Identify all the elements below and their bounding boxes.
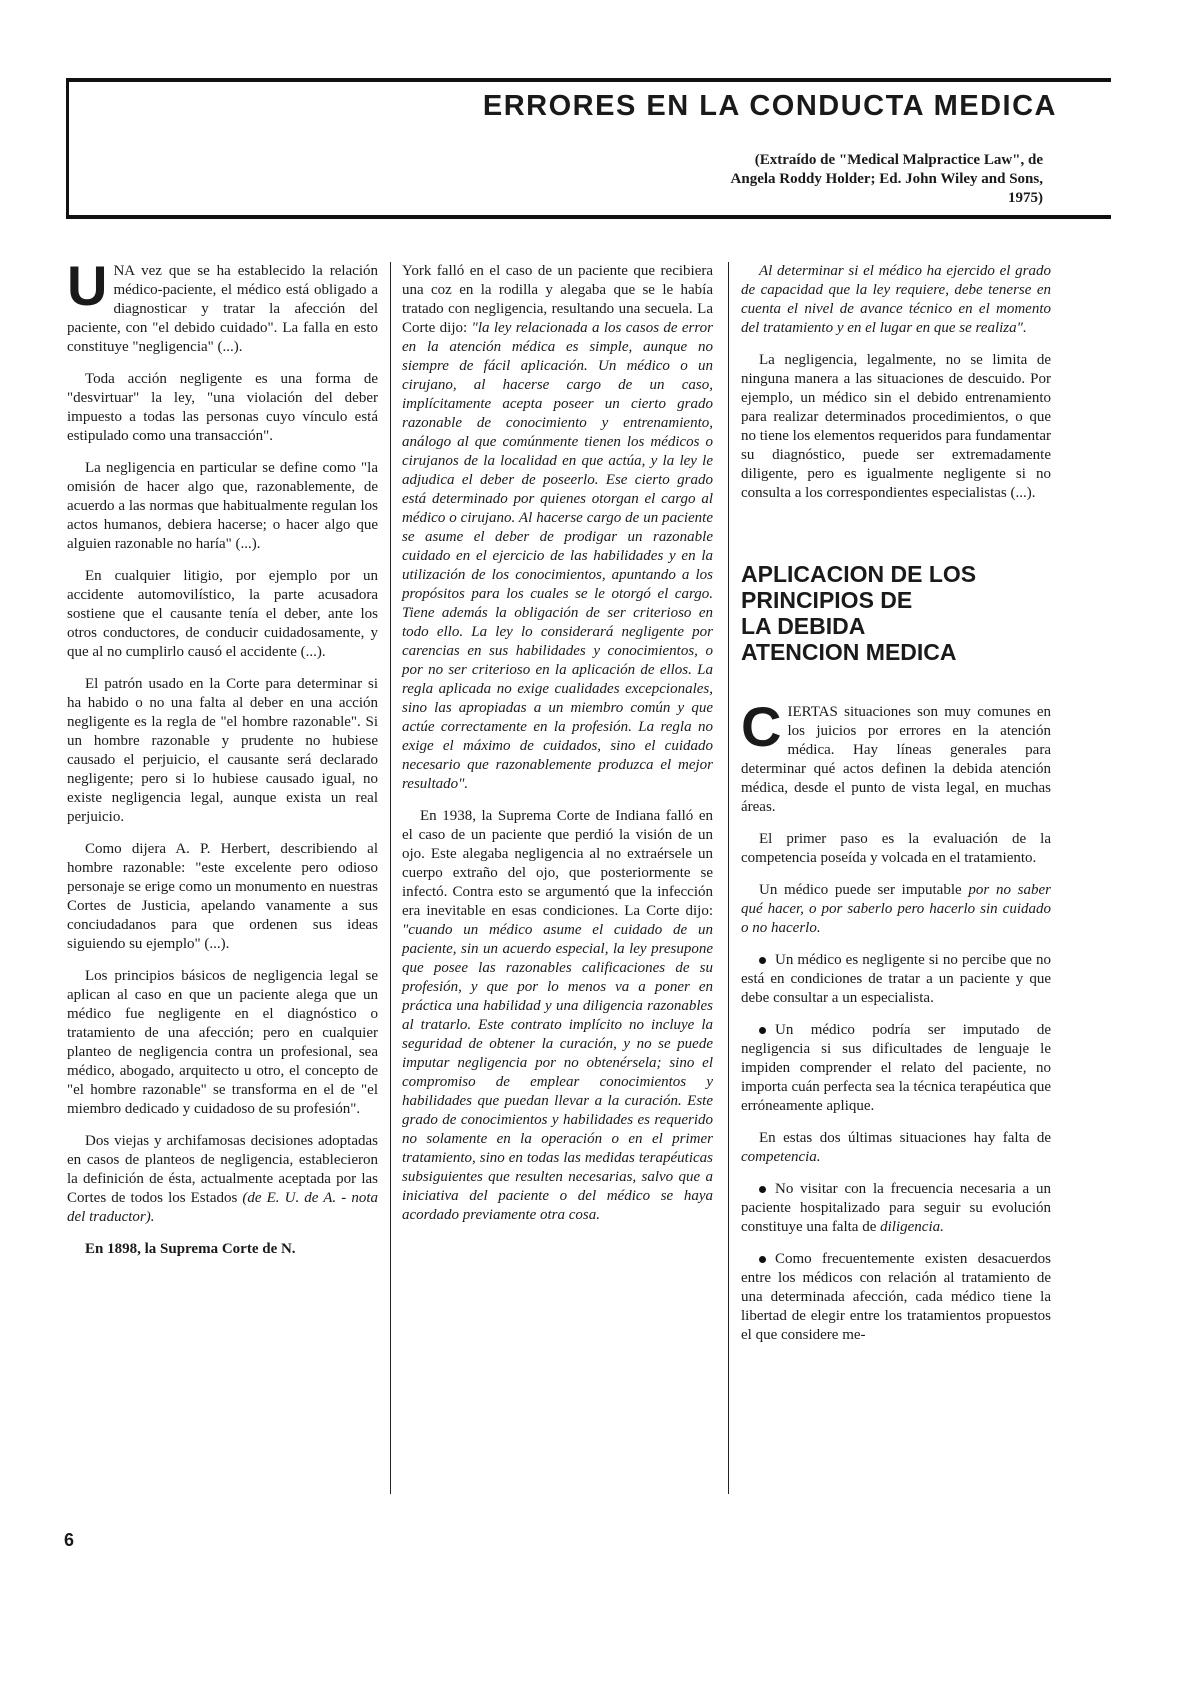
bullet-text: Un médico es negligente si no percibe que no está en condiciones de tratar a un paciente y que debe consultar a un especialista. [741, 952, 1051, 1006]
court-quote: "cuando un médico asume el cuidado de un paciente, sin un acuerdo especial, la ley presupone que posee las razonables calificaciones de su profesión, y que por lo menos va a poner en práctica una habilidad y una diligencia razonables al tratarlo. Este contrato implícito no incluye la seguridad de obtener la curación, y no se puede imputar negligencia por no obtenérsela; sino el compromiso de emplear conocimientos y habilidades que puedan llevar a la curación. Este grado de conocimientos y habilidades es requerido no solamente en la operación o en el primer tratamiento, sino en todas las medidas terapéuticas subsiguientes que resulten necesarias, salvo que a iniciativa del paciente o del médico se haya acordado previamente otra cosa. [402, 922, 713, 1223]
header-left-rule [66, 78, 69, 219]
header-top-rule [66, 78, 1111, 82]
paragraph-text: York falló en el caso de un paciente que recibiera una coz en la rodilla y alegaba que se le había tratado con negligencia, resultando una secuela. La Corte dijo: [402, 263, 713, 336]
article-source: (Extraído de "Medical Malpractice Law", de Angela Roddy Holder; Ed. John Wiley and Sons, 1975) [730, 152, 1043, 206]
paragraph: El patrón usado en la Corte para determinar si ha habido o no una falta al deber en una acción negligente es la regla de "el hombre razonable". Si un hombre razonable y prudente no hubiese causado el perjuicio, el causante será declarado negligente; pero si lo hubiese causado igual, no existe negligencia legal, aunque exista un real perjuicio. [67, 676, 378, 825]
paragraph-text: Dos viejas y archifamosas decisiones adoptadas en casos de planteos de negligencia, establecieron la definición de ésta, actualmente aceptada por las Cortes de todos los Estados [67, 1133, 378, 1206]
paragraph: En 1898, la Suprema Corte de N. [85, 1241, 296, 1257]
bullet-item [741, 1180, 1051, 1237]
bullet-icon [759, 1186, 766, 1193]
paragraph [402, 807, 713, 1225]
page-number: 6 [64, 1530, 75, 1550]
bullet-item [741, 951, 1051, 1008]
section-heading-line: APLICACION DE LOS [741, 561, 977, 587]
paragraph: La negligencia, legalmente, no se limita de ninguna manera a las situaciones de descuido. Por ejemplo, un médico sin el debido entrenamiento para realizar determinados procedimientos, o que no tiene los elementos requeridos para fundamentar su diagnóstico, puede ser extremadamente diligente, pero es igualmente negligente si no consulta a los correspondientes especialistas (...). [741, 352, 1051, 501]
column-2 [402, 262, 713, 1238]
paragraph [402, 262, 713, 794]
emphasis-text: competencia. [741, 1149, 821, 1165]
paragraph: Toda acción negligente es una forma de "desvirtuar" la ley, "una violación del deber impuesto a todas las personas cuyo vínculo está estipulado como una transacción". [67, 371, 378, 444]
article-title: ERRORES EN LA CONDUCTA MEDICA [482, 90, 1057, 122]
translator-note: (de E. U. de A. - nota del traductor). [67, 1190, 378, 1225]
bullet-icon [759, 1027, 766, 1034]
column-1 [67, 254, 378, 1272]
bullet-icon [759, 957, 766, 964]
section-heading-line: ATENCION MEDICA [741, 639, 957, 665]
header-bottom-rule [66, 215, 1111, 219]
bullet-text: Un médico podría ser imputado de negligencia si sus dificultades de lenguaje le impiden comprender el relato del paciente, no importa cuán perfecta sea la técnica terapéutica que erróneamente aplique. [741, 1022, 1051, 1114]
emphasis-text: por no saber qué hacer, o por saberlo pero hacerlo sin cuidado o no hacerlo. [741, 882, 1052, 936]
drop-cap: C [741, 695, 782, 758]
paragraph-text: IERTAS situaciones son muy comunes en los juicios por errores en la atención médica. Hay líneas generales para determinar qué actos definen la debida atención médica, desde el punto de vista legal, en muchas áreas. [741, 704, 1051, 815]
paragraph: Los principios básicos de negligencia legal se aplican al caso en que un paciente alega que un médico fue negligente en el diagnóstico o tratamiento de una afección; pero en cualquier planteo de negligencia contra un profesional, sea médico, abogado, arquitecto u otro, el concepto de "el hombre razonable" se transforma en el de "el miembro dedicado y cuidadoso de su profesión". [67, 968, 378, 1117]
paragraph [741, 695, 1051, 817]
paragraph [741, 881, 1051, 938]
bullet-text: Como frecuentemente existen desacuerdos entre los médicos con relación al tratamiento de una determinada afección, cada médico tiene la libertad de elegir entre los tratamientos propuestos el que considere me- [741, 1251, 1051, 1343]
paragraph: La negligencia en particular se define como "la omisión de hacer algo que, razonablemente, de acuerdo a las normas que habitualmente regulan los actos humanos, debiera hacerse; o hacer algo que alguien razonable no haría" (...). [67, 460, 378, 552]
paragraph [741, 1129, 1051, 1167]
paragraph: Al determinar si el médico ha ejercido el grado de capacidad que la ley requiere, debe tenerse en cuenta el nivel de avance técnico en el momento del tratamiento y en el lugar en que se realiza". [741, 263, 1051, 336]
court-quote: "la ley relacionada a los casos de error en la atención médica es simple, aunque no siempre de fácil aplicación. Un médico o un cirujano, al hacerse cargo de un caso, implícitamente acepta poseer un cierto grado razonable de conocimiento y entrenamiento, análogo al que comúnmente tienen los médicos o cirujanos de la localidad en que actúa, y la ley le adjudica el deber de poseerlo. Ese cierto grado está determinado por quienes otorgan el cargo al médico o cirujano. Al hacerse cargo de un paciente se asume el deber de prodigar un razonable cuidado en el ejercicio de las habilidades y en la utilización de los conocimientos, apuntando a los propósitos para los cuales se le otorgó el cargo. Tiene además la obligación de ser criterioso en todo ello. La ley lo considerará negligente por carencias en sus habilidades y conocimientos, o por no ser criterioso en la aplicación de ellos. La regla aplicada no exige cualidades excepcionales, sino las apropiadas a un miembro común y que actúe correctamente en la profesión. La regla no exige el máximo de cuidados, sino el cuidado necesario que razonablemente produzca el mejor resultado". [402, 320, 714, 792]
article-header [66, 78, 1111, 219]
bullet-item [741, 1021, 1051, 1116]
bullet-text: No visitar con la frecuencia necesaria a un paciente hospitalizado para seguir su evolución constituye una falta de [741, 1181, 1051, 1235]
column-divider-1 [390, 262, 391, 1494]
section-heading-line: PRINCIPIOS DE [741, 587, 913, 613]
paragraph-text: NA vez que se ha establecido la relación médico-paciente, el médico está obligado a diagnosticar y tratar la afección del paciente, con "el debido cuidado". La falla en esto constituye "negligencia" (...). [67, 263, 378, 355]
section-heading [741, 561, 1051, 665]
drop-cap: U [67, 254, 108, 317]
paragraph-text: Un médico puede ser imputable [759, 882, 962, 898]
column-divider-2 [728, 262, 729, 1494]
paragraph: En cualquier litigio, por ejemplo por un accidente automovilístico, la parte acusadora sostiene que el causante tenía el deber, ante los otros conductores, de conducir cuidadosamente, y que al no cumplirlo causó el accidente (...). [67, 568, 378, 660]
bullet-icon [759, 1256, 766, 1263]
paragraph: Como dijera A. P. Herbert, describiendo al hombre razonable: "este excelente pero odioso personaje se erige como un monumento en nuestras Cortes de Justicia, apelando vanamente a sus conciudadanos para que ordenen sus ideas siguiendo su ejemplo" (...). [67, 841, 378, 952]
section-heading-line: LA DEBIDA [741, 613, 866, 639]
emphasis-text: diligencia. [880, 1219, 944, 1235]
paragraph-text: En 1938, la Suprema Corte de Indiana falló en el caso de un paciente que perdió la visión de un ojo. Este alegaba negligencia al no extraérsele un cuerpo extraño del ojo, que posteriormente se infectó. Contra esto se argumentó que la infección era inevitable en esas condiciones. La Corte dijo: [402, 808, 713, 919]
paragraph: El primer paso es la evaluación de la competencia poseída y volcada en el tratamiento. [741, 831, 1051, 866]
bullet-item [741, 1250, 1051, 1345]
paragraph [67, 254, 378, 357]
paragraph-text: En estas dos últimas situaciones hay falta de [759, 1130, 1051, 1146]
paragraph [67, 1132, 378, 1227]
column-3 [741, 262, 1051, 1358]
